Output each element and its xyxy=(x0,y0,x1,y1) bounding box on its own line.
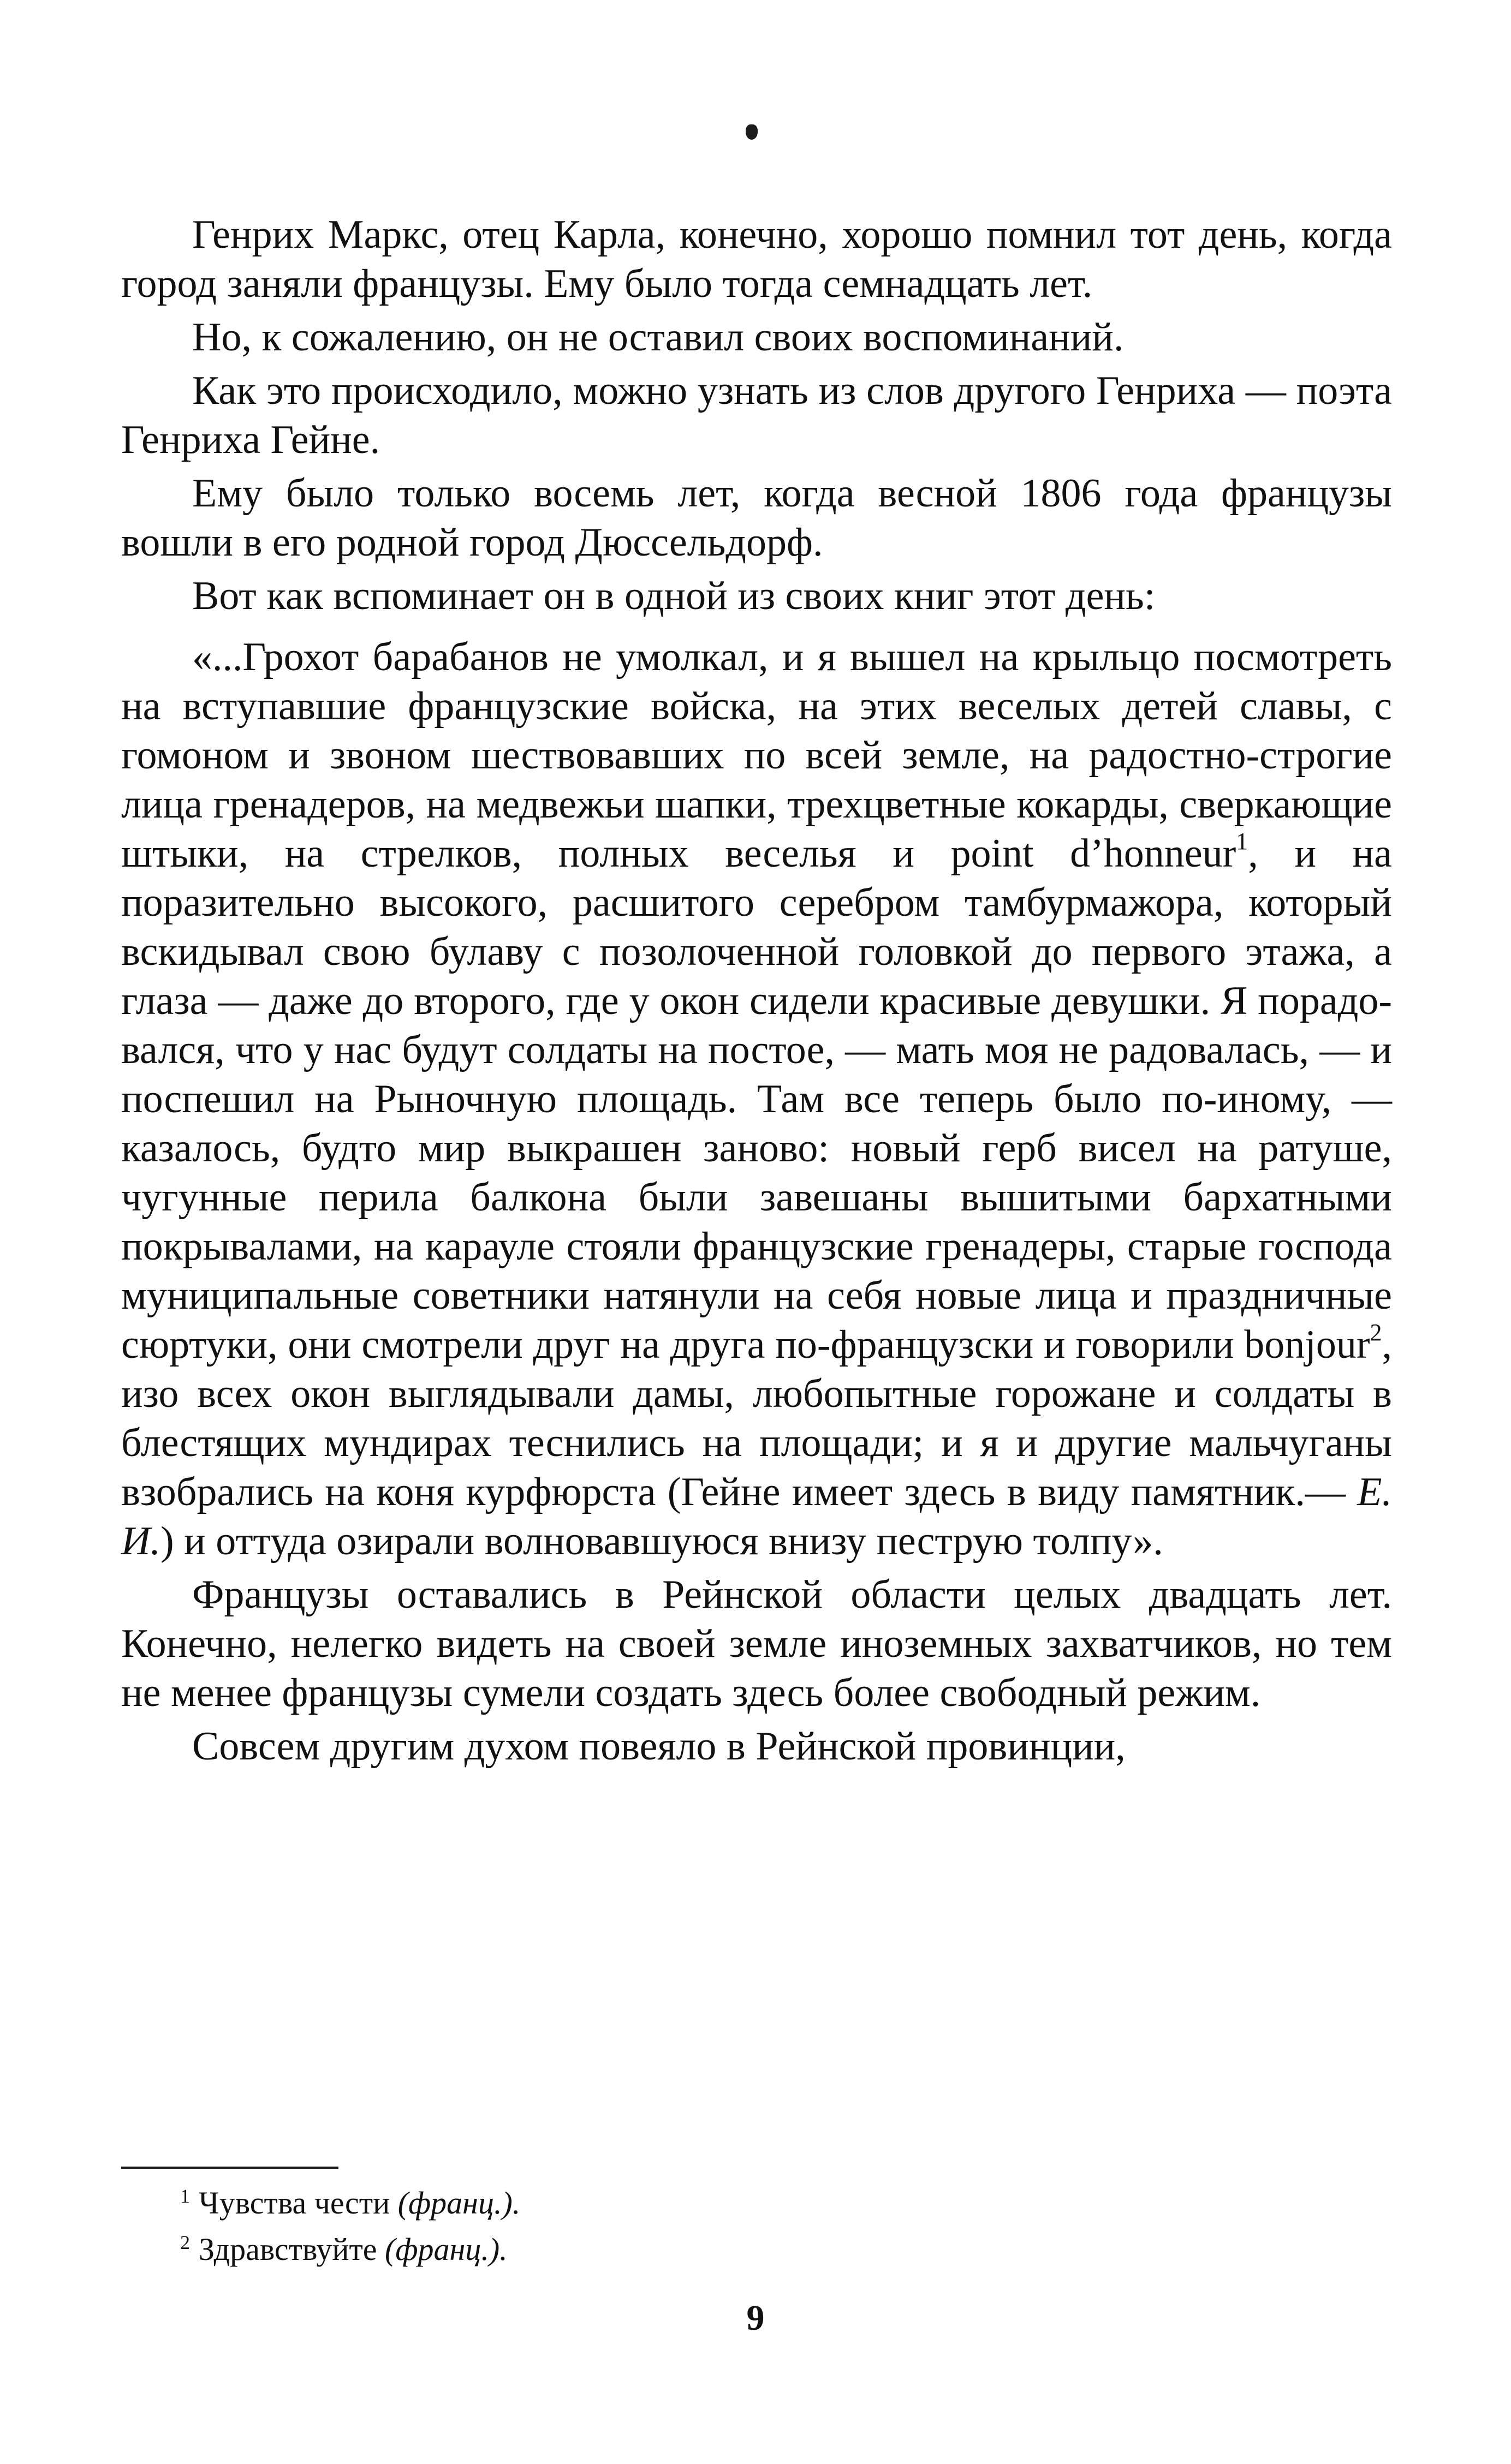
footnote-lang-2: (франц.). xyxy=(385,2232,508,2267)
footnote-divider xyxy=(121,2167,338,2169)
printer-mark xyxy=(746,124,758,140)
paragraph-2: Но, к сожалению, он не оставил своих воспоминаний. xyxy=(192,315,1124,360)
footnotes xyxy=(180,2182,1326,2275)
footnote-ref-2: 2 xyxy=(1370,1319,1382,1346)
footnote-text-2: Здравствуйте xyxy=(199,2232,385,2267)
quote-part-1: «...Грохот барабанов не умолкал, и я вышел на крыльцо посмотреть на вступавшие французские войска, на этих веселых детей славы, с гомоном и звоном шествовавших по всей земле, на радостно-строгие лица гренадеров, на медвежьи шапки, трехцветные кокарды, сверкающие штыки, на стрелков, полных веселья и point d’honneur xyxy=(121,635,1392,876)
author-initials: Е. И. xyxy=(121,1470,1392,1564)
quote-part-3: , изо всех окон выглядывали дамы, любопытные горожане и солдаты в блестящих мундирах теснились на площади; и я и другие мальчуганы взобрались на коня курфюрста (Гейне имеет здесь в виду памятник.— xyxy=(121,1322,1392,1514)
paragraph-5: Вот как вспоминает он в одной из своих книг этот день: xyxy=(192,574,1156,618)
paragraph-4: Ему было только восемь лет, когда весной 1806 года французы вошли в его родной город Дюссельдорф. xyxy=(121,471,1392,565)
footnote-ref-1: 1 xyxy=(1236,828,1248,855)
footnote-text-1: Чувства чести xyxy=(199,2185,398,2221)
page-number: 9 xyxy=(746,2298,765,2338)
heine-quote xyxy=(121,633,1392,1566)
paragraph-6: Французы оставались в Рейнской области целых двадцать лет. Конечно, нелегко видеть на своей земле иноземных захватчиков, но тем не менее французы сумели создать здесь более свободный режим. xyxy=(121,1572,1392,1715)
paragraph-7: Совсем другим духом повеяло в Рейнской провинции, xyxy=(192,1724,1126,1769)
footnote-1 xyxy=(180,2182,1326,2228)
quote-part-2: , и на поразительно высокого, расшитого серебром тамбурмажора, который вскидывал свою булаву с позолоченной головкой до первого этажа, а глаза — даже до второго, где у окон сидели красивые девушки. Я порадовался, что у нас будут солдаты на постое, — мать моя не радовалась, — и поспешил на Рыночную площадь. Там все теперь было по-иному, — казалось, будто мир выкрашен заново: новый герб висел на ратуше, чугунные перила балкона были завешаны вышитыми бархатными покрывалами, на карауле стояли французские гренадеры, старые господа муниципальные советники натянули на себя новые лица и праздничные сюртуки, они смотрели друг на друга по-французски и говорили bonjour xyxy=(121,831,1392,1367)
footnote-mark-1: 1 xyxy=(180,2185,190,2207)
paragraph-3: Как это происходило, можно узнать из слов другого Генриха — поэта Генриха Гейне. xyxy=(121,368,1392,462)
footnote-lang-1: (франц.). xyxy=(397,2185,521,2221)
main-text xyxy=(121,210,1392,1775)
paragraph-1: Генрих Маркс, отец Карла, конечно, хорошо помнил тот день, когда город заняли французы. Ему было тогда семнадцать лет. xyxy=(121,212,1392,306)
footnote-mark-2: 2 xyxy=(180,2232,190,2253)
footnote-2 xyxy=(180,2228,1326,2275)
quote-part-4: ) и оттуда озирали волновавшуюся внизу пеструю толпу». xyxy=(160,1519,1163,1564)
